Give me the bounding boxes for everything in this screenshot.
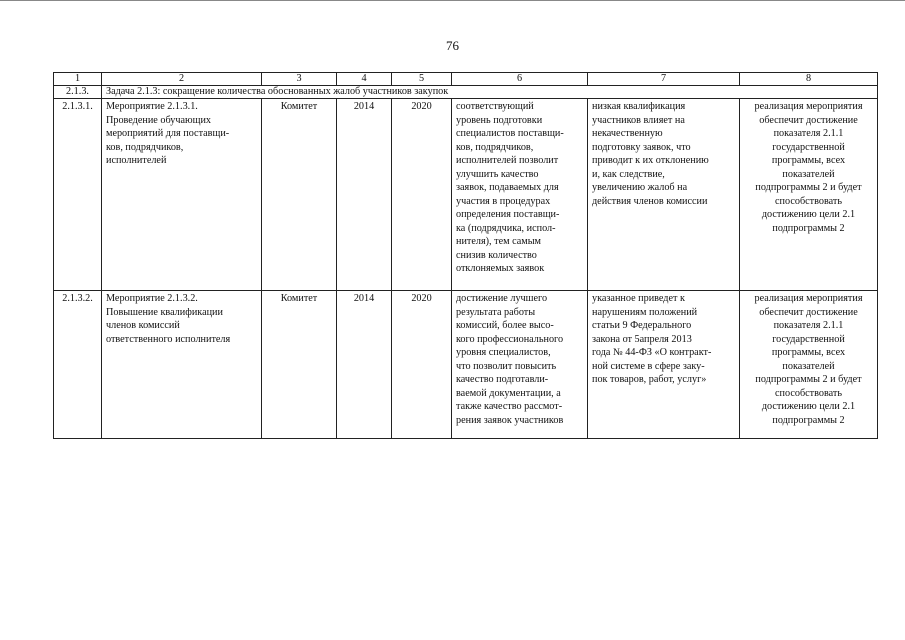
end-year: 2020 xyxy=(392,291,452,439)
header-cell: 2 xyxy=(102,73,262,86)
measure-name: Мероприятие 2.1.3.1. Проведение обучающих мероприятий для поставщи- ков, подрядчиков, исполнителей xyxy=(102,99,262,291)
task-title: Задача 2.1.3: сокращение количества обоснованных жалоб участников закупок xyxy=(102,86,878,99)
header-cell: 1 xyxy=(54,73,102,86)
executor: Комитет xyxy=(262,99,337,291)
executor: Комитет xyxy=(262,291,337,439)
program-table xyxy=(53,72,878,439)
indicator-link: реализация мероприятия обеспечит достижение показателя 2.1.1 государственной программы, всех показателей подпрограммы 2 и будет способствовать достижению цели 2.1 подпрограммы 2 xyxy=(740,291,878,439)
table-row xyxy=(54,99,878,291)
row-number: 2.1.3.2. xyxy=(54,291,102,439)
header-cell: 7 xyxy=(588,73,740,86)
header-row xyxy=(54,73,878,86)
header-cell: 4 xyxy=(337,73,392,86)
table-row xyxy=(54,291,878,439)
measure-name: Мероприятие 2.1.3.2. Повышение квалификации членов комиссий ответственного исполнителя xyxy=(102,291,262,439)
header-cell: 5 xyxy=(392,73,452,86)
task-number: 2.1.3. xyxy=(54,86,102,99)
consequence: указанное приведет к нарушениям положений статьи 9 Федерального закона от 5апреля 2013 года № 44-ФЗ «О контракт- ной системе в сфере заку- пок товаров, работ, услуг» xyxy=(588,291,740,439)
consequence: низкая квалификация участников влияет на некачественную подготовку заявок, что приводит к их отклонению и, как следствие, увеличению жалоб на действия членов комиссии xyxy=(588,99,740,291)
header-cell: 3 xyxy=(262,73,337,86)
start-year: 2014 xyxy=(337,291,392,439)
page-number: 76 xyxy=(446,38,459,53)
start-year: 2014 xyxy=(337,99,392,291)
header-cell: 8 xyxy=(740,73,878,86)
expected-result: соответствующий уровень подготовки специалистов поставщи- ков, подрядчиков, исполнителей позволит улучшить качество заявок, подаваемых для участия в процедурах определения поставщи- ка (подрядчика, испол- нителя), тем самым снизив количество отклоняемых заявок xyxy=(452,99,588,291)
scan-edge-line xyxy=(0,0,905,1)
header-cell: 6 xyxy=(452,73,588,86)
task-row xyxy=(54,86,878,99)
end-year: 2020 xyxy=(392,99,452,291)
expected-result: достижение лучшего результата работы комиссий, более высо- кого профессионального уровня специалистов, что позволит повысить качество подготавли- ваемой документации, а также качество рассмот- рения заявок участников xyxy=(452,291,588,439)
row-number: 2.1.3.1. xyxy=(54,99,102,291)
indicator-link: реализация мероприятия обеспечит достижение показателя 2.1.1 государственной программы, всех показателей подпрограммы 2 и будет способствовать достижению цели 2.1 подпрограммы 2 xyxy=(740,99,878,291)
